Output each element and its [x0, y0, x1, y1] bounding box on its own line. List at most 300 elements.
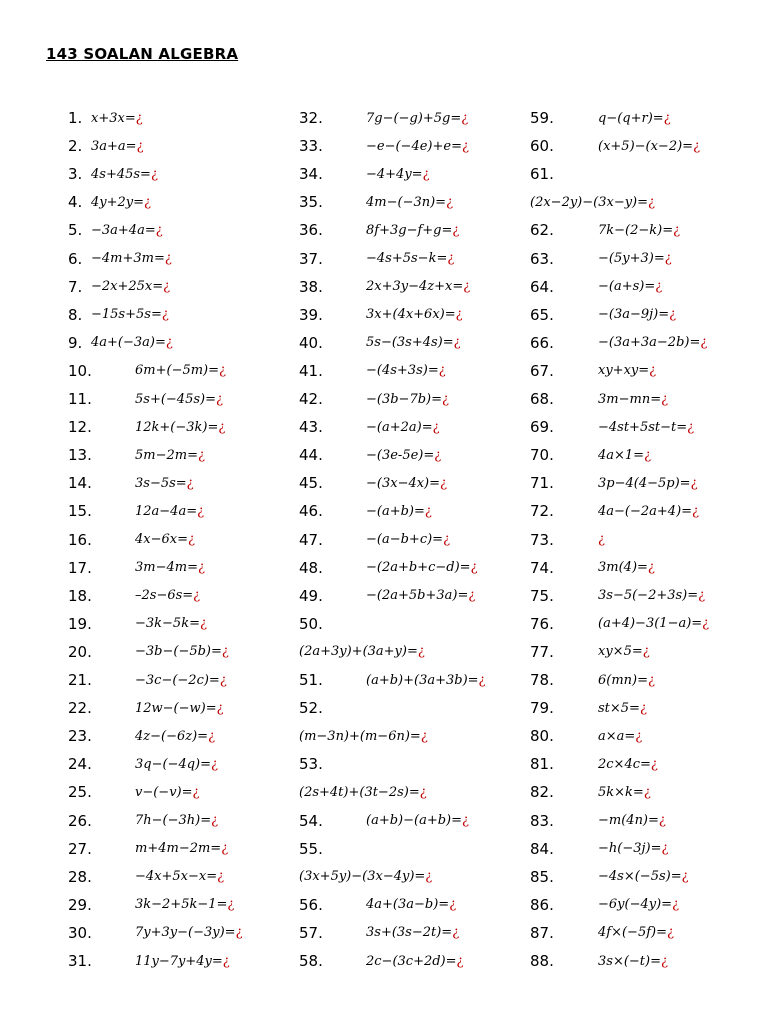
question-number: 72. — [530, 502, 554, 521]
question-item — [68, 778, 200, 806]
question-expression — [598, 111, 671, 126]
answer-placeholder: ¿ — [208, 728, 216, 744]
question-number: 42. — [299, 390, 323, 408]
question-expression — [135, 392, 223, 407]
question-expression — [91, 111, 143, 126]
question-expression — [135, 420, 225, 435]
answer-placeholder: ¿ — [478, 672, 486, 688]
question-number: 31. — [68, 952, 92, 970]
question-number: 4. — [68, 193, 83, 212]
question-item — [299, 863, 432, 891]
question-expression — [135, 448, 205, 463]
question-number: 20. — [68, 642, 92, 661]
answer-placeholder: ¿ — [687, 419, 695, 435]
question-number: 35. — [299, 193, 323, 212]
answer-placeholder: ¿ — [227, 897, 235, 913]
question-item — [299, 301, 463, 329]
expression-text: 3m(4)= — [598, 560, 648, 576]
answer-placeholder: ¿ — [468, 588, 476, 604]
expression-text: −3k−5k= — [135, 616, 200, 632]
question-expression — [91, 195, 151, 210]
question-number: 88. — [530, 952, 554, 970]
expression-text: −3b−(−5b)= — [135, 644, 222, 660]
question-item — [299, 273, 470, 301]
answer-placeholder: ¿ — [470, 560, 478, 576]
answer-placeholder: ¿ — [647, 560, 655, 576]
question-number: 73. — [530, 530, 554, 549]
expression-text: 12a−4a= — [135, 503, 198, 519]
expression-text: 3q−(−4q)= — [135, 756, 212, 772]
question-number: 85. — [530, 867, 554, 886]
expression-text: 4f×(−5f)= — [598, 925, 667, 941]
answer-placeholder: ¿ — [702, 616, 710, 632]
expression-text: −2x+25x= — [91, 279, 164, 295]
question-item — [68, 947, 230, 975]
question-expression — [598, 673, 655, 688]
expression-text: xy×5= — [598, 644, 643, 660]
answer-placeholder: ¿ — [192, 784, 200, 800]
expression-text: 2x+3y−4z+x= — [366, 279, 464, 295]
question-number: 51. — [299, 671, 323, 689]
question-number: 6. — [68, 249, 83, 268]
question-expression — [299, 785, 427, 800]
question-expression — [598, 757, 658, 772]
expression-text: (a+b)+(3a+3b)= — [366, 672, 479, 688]
question-expression — [598, 139, 700, 154]
answer-placeholder: ¿ — [420, 728, 428, 744]
question-item — [68, 413, 225, 441]
question-item — [68, 160, 158, 188]
question-number: 18. — [68, 586, 92, 605]
question-item — [299, 722, 428, 750]
question-number: 47. — [299, 530, 323, 549]
answer-placeholder: ¿ — [440, 475, 448, 491]
question-item — [68, 188, 151, 216]
question-item — [299, 919, 459, 947]
question-expression — [598, 841, 668, 856]
question-expression — [299, 729, 428, 744]
question-expression — [598, 954, 668, 969]
expression-text: 3s−5s= — [135, 475, 187, 491]
question-item — [530, 554, 655, 582]
question-expression — [91, 223, 163, 238]
question-expression — [366, 363, 446, 378]
expression-text: 3x+(4x+6x)= — [366, 307, 456, 323]
question-item — [299, 160, 430, 188]
expression-text: 4s+45s= — [91, 166, 151, 182]
question-item — [299, 610, 366, 638]
expression-text: −(2a+5b+3a)= — [366, 588, 469, 604]
question-number: 46. — [299, 502, 323, 521]
question-item — [299, 526, 450, 554]
question-number: 65. — [530, 305, 554, 324]
answer-placeholder: ¿ — [449, 897, 457, 913]
question-number: 3. — [68, 165, 83, 184]
expression-text: −(3a+3a−2b)= — [598, 335, 701, 351]
question-item — [530, 385, 668, 413]
question-number: 64. — [530, 277, 554, 296]
question-number: 14. — [68, 474, 92, 493]
question-number: 86. — [530, 895, 554, 914]
answer-placeholder: ¿ — [673, 222, 681, 238]
expression-text: (2s+4t)+(3t−2s)= — [299, 784, 420, 800]
question-number: 87. — [530, 923, 554, 942]
question-expression — [91, 279, 170, 294]
question-number: 26. — [68, 811, 92, 830]
expression-text: 3p−4(4−5p)= — [598, 475, 691, 491]
expression-text: −4m+3m= — [91, 251, 165, 266]
question-expression — [135, 869, 224, 884]
question-expression — [135, 954, 230, 969]
answer-placeholder: ¿ — [693, 138, 701, 154]
question-number: 69. — [530, 418, 554, 437]
question-item — [299, 104, 468, 132]
question-expression — [598, 616, 709, 631]
question-number: 56. — [299, 895, 323, 914]
question-item — [530, 357, 656, 385]
answer-placeholder: ¿ — [650, 756, 658, 772]
question-expression — [135, 673, 227, 688]
question-number: 63. — [530, 249, 554, 268]
answer-placeholder: ¿ — [655, 279, 663, 295]
expression-text: −(3a−9j)= — [598, 307, 670, 323]
expression-text: −(2a+b+c−d)= — [366, 560, 471, 576]
question-item — [530, 722, 642, 750]
answer-placeholder: ¿ — [447, 251, 455, 266]
expression-text: st×5= — [598, 700, 640, 716]
question-number: 61. — [530, 165, 554, 184]
expression-text: −15s+5s= — [91, 307, 162, 323]
question-expression — [530, 195, 655, 210]
expression-text: 3m−mn= — [598, 391, 662, 407]
expression-text: 3a+a= — [91, 138, 137, 154]
expression-text: 4y+2y= — [91, 194, 145, 210]
answer-placeholder: ¿ — [644, 447, 652, 463]
question-item — [299, 778, 427, 806]
question-item — [68, 469, 194, 497]
question-expression — [366, 673, 486, 688]
question-number: 76. — [530, 614, 554, 633]
expression-text: 3s+(3s−2t)= — [366, 925, 453, 941]
question-number: 32. — [299, 109, 323, 127]
expression-text: 5s+(−45s)= — [135, 391, 216, 407]
question-item — [299, 357, 446, 385]
question-item — [68, 132, 144, 160]
answer-placeholder: ¿ — [443, 532, 451, 547]
question-number: 52. — [299, 699, 323, 718]
question-expression — [366, 420, 440, 435]
question-expression — [135, 897, 234, 912]
question-expression — [366, 139, 469, 154]
expression-text: −(3b−7b)= — [366, 391, 443, 407]
expression-text: −3c−(−2c)= — [135, 672, 220, 688]
answer-placeholder: ¿ — [219, 363, 227, 379]
question-item — [299, 385, 449, 413]
question-number: 2. — [68, 137, 83, 156]
question-number: 83. — [530, 811, 554, 830]
answer-placeholder: ¿ — [163, 279, 171, 295]
expression-text: (x+5)−(x−2)= — [598, 138, 694, 154]
expression-text: q−(q+r)= — [598, 110, 664, 126]
question-item — [530, 188, 655, 216]
expression-text: 3m−4m= — [135, 560, 198, 576]
question-expression — [366, 335, 461, 350]
question-number: 23. — [68, 727, 92, 746]
question-expression — [598, 644, 650, 659]
question-item — [530, 441, 651, 469]
expression-text: 6m+(−5m)= — [135, 363, 220, 379]
question-expression — [366, 251, 454, 266]
answer-placeholder: ¿ — [643, 784, 651, 800]
question-expression — [598, 532, 605, 547]
question-expression — [91, 335, 173, 350]
question-item — [299, 216, 459, 244]
question-number: 10. — [68, 361, 92, 380]
answer-placeholder: ¿ — [452, 925, 460, 941]
expression-text: 5s−(3s+4s)= — [366, 335, 454, 351]
answer-placeholder: ¿ — [221, 841, 229, 857]
question-item — [68, 835, 228, 863]
expression-text: −4s+5s−k= — [366, 251, 448, 266]
question-item — [530, 216, 680, 244]
question-number: 54. — [299, 811, 323, 830]
question-expression — [598, 335, 707, 350]
expression-text: −h(−3j)= — [598, 841, 662, 857]
answer-placeholder: ¿ — [667, 925, 674, 941]
question-item — [68, 610, 207, 638]
question-expression — [598, 588, 705, 603]
question-item — [68, 273, 170, 301]
answer-placeholder: ¿ — [463, 279, 471, 295]
question-number: 16. — [68, 530, 92, 549]
question-item — [68, 582, 200, 610]
question-number: 21. — [68, 671, 92, 689]
answer-placeholder: ¿ — [417, 644, 425, 660]
question-number: 55. — [299, 839, 323, 858]
question-expression — [91, 139, 144, 154]
expression-text: xy+xy= — [598, 363, 650, 379]
expression-text: 5k×k= — [598, 784, 644, 800]
answer-placeholder: ¿ — [635, 728, 643, 744]
answer-placeholder: ¿ — [164, 251, 172, 266]
question-expression — [366, 307, 463, 322]
question-expression — [135, 644, 229, 659]
question-number: 57. — [299, 923, 323, 942]
question-expression — [299, 869, 432, 884]
answer-placeholder: ¿ — [136, 138, 144, 154]
answer-placeholder: ¿ — [186, 475, 194, 491]
question-item — [299, 329, 461, 357]
expression-text: –2s−6s= — [135, 588, 194, 604]
expression-text: −(a+2a)= — [366, 419, 433, 435]
question-number: 81. — [530, 755, 554, 774]
answer-placeholder: ¿ — [422, 166, 430, 182]
expression-text: 3s−5(−2+3s)= — [598, 588, 699, 604]
answer-placeholder: ¿ — [658, 813, 666, 828]
answer-placeholder: ¿ — [462, 813, 469, 828]
question-expression — [366, 111, 468, 126]
page-title: 143 SOALAN ALGEBRA — [46, 45, 239, 63]
answer-placeholder: ¿ — [419, 784, 427, 800]
answer-placeholder: ¿ — [218, 419, 226, 435]
expression-text: 6(mn)= — [598, 672, 649, 688]
question-number: 33. — [299, 137, 323, 156]
answer-placeholder: ¿ — [199, 616, 207, 632]
question-number: 11. — [68, 390, 92, 408]
answer-placeholder: ¿ — [452, 222, 460, 238]
expression-text: 7h−(−3h)= — [135, 813, 212, 828]
expression-text: 12k+(−3k)= — [135, 419, 219, 435]
question-expression — [135, 729, 215, 744]
question-item — [299, 497, 432, 525]
question-item — [68, 554, 205, 582]
expression-text: 3s×(−t)= — [598, 953, 661, 969]
expression-text: −6y(−4y)= — [598, 897, 673, 913]
expression-text: −(5y+3)= — [598, 251, 665, 266]
question-number: 75. — [530, 586, 554, 605]
question-number: 53. — [299, 755, 323, 774]
question-expression — [366, 560, 478, 575]
answer-placeholder: ¿ — [193, 588, 201, 604]
question-expression — [598, 925, 674, 940]
answer-placeholder: ¿ — [197, 503, 205, 519]
answer-placeholder: ¿ — [648, 672, 655, 688]
expression-text: −3a+4a= — [91, 222, 156, 238]
question-item — [68, 891, 234, 919]
question-item — [530, 610, 709, 638]
answer-placeholder: ¿ — [219, 672, 227, 688]
question-item — [299, 582, 475, 610]
question-item — [530, 694, 647, 722]
expression-text: −m(4n)= — [598, 813, 659, 828]
question-number: 71. — [530, 474, 554, 493]
question-expression — [366, 897, 456, 912]
answer-placeholder: ¿ — [642, 644, 650, 660]
question-expression — [135, 701, 224, 716]
question-number: 40. — [299, 333, 323, 352]
answer-placeholder: ¿ — [438, 363, 446, 379]
expression-text: −(3e-5e)= — [366, 447, 435, 463]
answer-placeholder: ¿ — [669, 307, 677, 323]
question-expression — [135, 504, 204, 519]
question-expression — [135, 363, 226, 378]
question-item — [68, 638, 229, 666]
expression-text: 4a×1= — [598, 447, 645, 463]
answer-placeholder: ¿ — [700, 335, 708, 351]
answer-placeholder: ¿ — [235, 925, 243, 941]
expression-text: 2c×4c= — [598, 756, 651, 772]
question-expression — [135, 588, 200, 603]
question-expression — [598, 813, 666, 828]
question-expression — [598, 560, 655, 575]
question-item — [530, 666, 655, 694]
expression-text: 7k−(2−k)= — [598, 222, 674, 238]
question-item — [68, 301, 169, 329]
question-number: 59. — [530, 109, 554, 127]
expression-text: a×a= — [598, 728, 636, 744]
question-number: 22. — [68, 699, 92, 718]
expression-text: −4s×(−5s)= — [598, 869, 682, 885]
question-expression — [366, 195, 453, 210]
answer-placeholder: ¿ — [221, 644, 229, 660]
question-item — [530, 778, 651, 806]
question-item — [299, 441, 441, 469]
answer-placeholder: ¿ — [453, 335, 461, 351]
expression-text: 7g−(−g)+5g= — [366, 110, 462, 126]
question-number: 12. — [68, 418, 92, 437]
question-expression — [598, 476, 698, 491]
question-number: 37. — [299, 249, 323, 268]
question-expression — [135, 476, 194, 491]
expression-text: −4x+5x−x= — [135, 869, 218, 885]
expression-text: 2c−(3c+2d)= — [366, 953, 457, 969]
answer-placeholder: ¿ — [217, 869, 225, 885]
question-item — [299, 413, 440, 441]
answer-placeholder: ¿ — [155, 222, 163, 238]
answer-placeholder: ¿ — [664, 251, 672, 266]
expression-text: m+4m−2m= — [135, 841, 222, 857]
answer-placeholder: ¿ — [442, 391, 449, 407]
expression-text: 3k−2+5k−1= — [135, 897, 228, 913]
question-item — [530, 891, 679, 919]
answer-placeholder: ¿ — [425, 869, 433, 885]
question-number: 48. — [299, 558, 323, 577]
answer-placeholder: ¿ — [455, 307, 463, 323]
question-expression — [299, 644, 425, 659]
question-expression — [366, 476, 447, 491]
question-number: 68. — [530, 390, 554, 408]
expression-text: (a+4)−3(1−a)= — [598, 616, 703, 632]
question-expression — [135, 813, 218, 828]
expression-text: (a+b)−(a+b)= — [366, 813, 463, 828]
answer-placeholder: ¿ — [690, 475, 698, 491]
expression-text: 5m−2m= — [135, 447, 198, 463]
answer-placeholder: ¿ — [461, 138, 469, 154]
question-expression — [135, 757, 218, 772]
question-expression — [91, 167, 158, 182]
question-item — [299, 807, 469, 835]
question-number: 49. — [299, 586, 323, 605]
expression-text: −(a+s)= — [598, 279, 656, 295]
answer-placeholder: ¿ — [672, 897, 680, 913]
question-expression — [135, 560, 205, 575]
question-number: 74. — [530, 558, 554, 577]
question-number: 78. — [530, 671, 554, 689]
question-expression — [598, 448, 651, 463]
question-number: 82. — [530, 783, 554, 802]
answer-placeholder: ¿ — [211, 756, 218, 772]
question-item — [530, 329, 707, 357]
question-number: 38. — [299, 277, 323, 296]
question-item — [68, 694, 224, 722]
expression-text: (m−3n)+(m−6n)= — [299, 728, 421, 744]
question-number: 25. — [68, 783, 92, 802]
expression-text: −(3x−4x)= — [366, 475, 441, 491]
answer-placeholder: ¿ — [161, 307, 169, 323]
question-item — [68, 385, 223, 413]
question-item — [68, 357, 226, 385]
question-expression — [366, 813, 469, 828]
question-number: 29. — [68, 895, 92, 914]
answer-placeholder: ¿ — [197, 560, 205, 576]
question-item — [530, 835, 668, 863]
question-expression — [366, 532, 450, 547]
question-expression — [366, 448, 441, 463]
answer-placeholder: ¿ — [434, 447, 442, 463]
question-number: 50. — [299, 614, 323, 633]
question-expression — [598, 869, 689, 884]
question-number: 45. — [299, 474, 323, 493]
